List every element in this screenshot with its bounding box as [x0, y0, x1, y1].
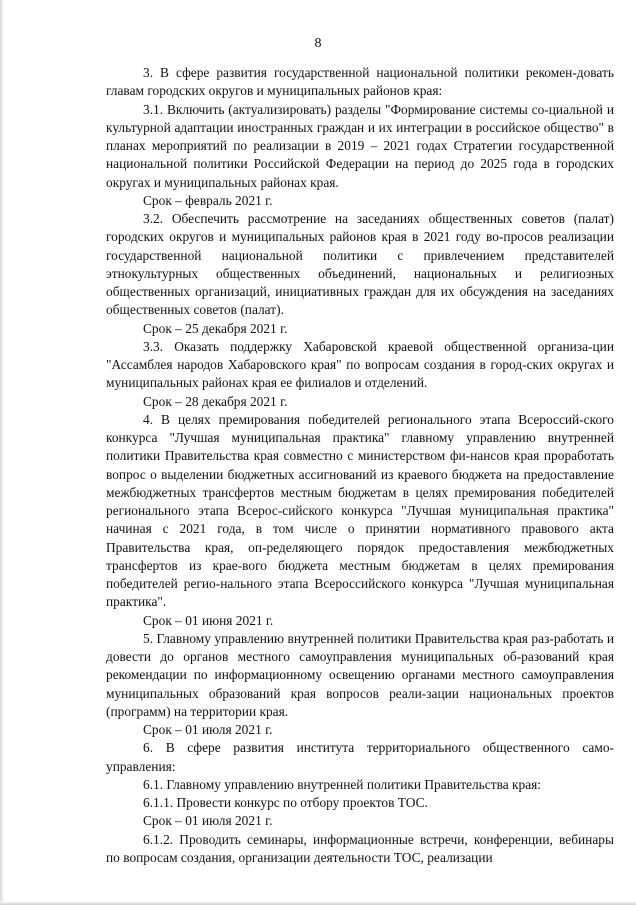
deadline-5: Срок – 01 июля 2021 г.	[143, 722, 273, 737]
paragraph-6: 6. В сфере развития института территориального общественного само-управления:	[106, 740, 614, 774]
deadline-6-1-1: Срок – 01 июля 2021 г.	[143, 813, 273, 829]
deadline-4: Срок – 01 июня 2021 г.	[143, 612, 274, 628]
paragraph-3: 3. В сфере развития государственной национальной политики рекомен-довать главам городских округов и муниципальных районов края:	[106, 65, 614, 99]
paragraph-6-1-1: 6.1.1. Провести конкурс по отбору проектов ТОС.	[143, 795, 428, 810]
deadline-3-2: Срок – 25 декабря 2021 г.	[143, 320, 288, 336]
paragraph-4: 4. В целях премирования победителей регионального этапа Всероссий-ского конкурса "Лучшая муниципальная практика" главному управлению внутренней политики Правительства края совместно с министерством фи-нансов края проработать вопрос о выделении бюджетных ассигнований из краевого бюджета на предоставление межбюджетных трансфертов местным бюджетам в целях премирования победителей регионального этапа Всерос-сийского конкурса "Лучшая муниципальная практика" начиная с 2021 года, в том числе о принятии нормативного правового акта Правительства края, оп-ределяющего порядок предоставления межбюджетных трансфертов из крае-вого бюджета местным бюджетам в целях премирования победителей регио-нального этапа Всероссийского конкурса "Лучшая муниципальная практика".	[106, 411, 614, 610]
paragraph-6-1-2: 6.1.2. Проводить семинары, информационные встречи, конференции, вебинары по вопросам создания, организации деятельности ТОС, реализации	[106, 831, 614, 865]
paragraph-3-3: 3.3. Оказать поддержку Хабаровской краевой общественной организа-ции "Ассамблея народов Хабаровского края" по вопросам создания в город-ских округах и муниципальных районах края ее филиалов и отделений.	[106, 338, 614, 391]
paragraph-5: 5. Главному управлению внутренней политики Правительства края раз-работать и довести до органов местного самоуправления муниципальных об-разований края рекомендации по информационному освещению органами местного самоуправления муниципальных образований края вопросов реали-зации национальных проектов (программ) на территории края.	[106, 630, 614, 719]
deadline-3-3: Срок – 28 декабря 2021 г.	[143, 393, 288, 409]
paragraph-3-1: 3.1. Включить (актуализировать) разделы "Формирование системы со-циальной и культурной адаптации иностранных граждан и их интеграции в российское общество" в планах мероприятий по реализации в 2019 – 2021 годах Стратегии государственной национальной политики Российской Федерации на период до 2025 года в городских округах и муниципальных районах края.	[106, 101, 614, 190]
paragraph-3-2: 3.2. Обеспечить рассмотрение на заседаниях общественных советов (палат) городских округов и муниципальных районов края в 2021 году во-просов реализации государственной национальной политики с привлечением представителей этнокультурных общественных объединений, национальных и религиозных общественных организаций, инициативных граждан для их обсуждения на заседаниях общественных советов (палат).	[106, 211, 614, 318]
paragraph-6-1: 6.1. Главному управлению внутренней политики Правительства края:	[143, 776, 542, 792]
deadline-3-1: Срок – февраль 2021 г.	[143, 192, 273, 208]
page-number: 8	[314, 36, 322, 51]
scan-bottom-edge	[0, 901, 636, 905]
scan-left-edge	[0, 0, 4, 905]
document-body	[106, 64, 614, 867]
